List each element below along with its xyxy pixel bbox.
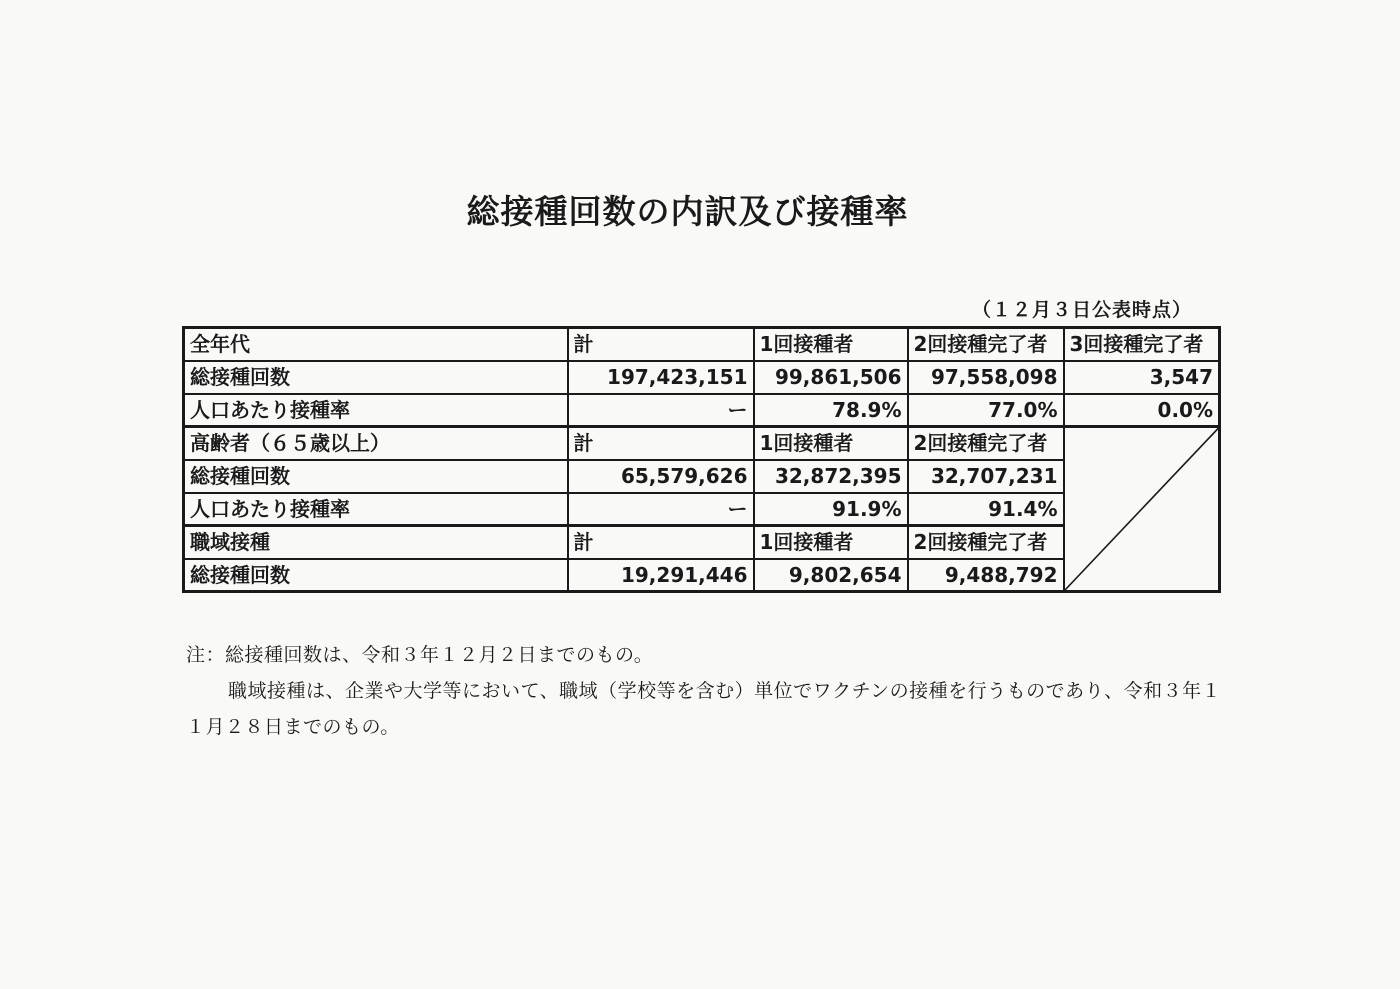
table-cell: 3,547 (1064, 361, 1220, 394)
diagonal-line (1065, 428, 1219, 590)
column-header-first-dose: 1回接種者 (754, 427, 908, 460)
empty-diagonal-cell (1064, 427, 1220, 592)
table-header-row (184, 328, 1220, 361)
section-label-all-ages: 全年代 (184, 328, 568, 361)
row-label: 総接種回数 (184, 460, 568, 493)
column-header-third-dose: 3回接種完了者 (1064, 328, 1220, 361)
table-cell: 65,579,626 (568, 460, 754, 493)
row-label: 人口あたり接種率 (184, 394, 568, 427)
table-cell: 97,558,098 (908, 361, 1064, 394)
notes (186, 637, 1226, 745)
table-header-row (184, 427, 1220, 460)
table-cell: 197,423,151 (568, 361, 754, 394)
table-row (184, 394, 1220, 427)
table-cell: 91.4% (908, 493, 1064, 526)
table-cell: 32,872,395 (754, 460, 908, 493)
table-cell: 19,291,446 (568, 559, 754, 592)
note-text: 職域接種は、企業や大学等において、職域（学校等を含む）単位でワクチンの接種を行うものであり、令和３年１１月２８日までのもの。 (186, 680, 1222, 738)
row-label: 人口あたり接種率 (184, 493, 568, 526)
table-cell: 0.0% (1064, 394, 1220, 427)
column-header-total: 計 (568, 328, 754, 361)
page-title: 総接種回数の内訳及び接種率 (466, 192, 909, 231)
section-label-elderly: 高齢者（６５歳以上） (184, 427, 568, 460)
as-of-date: （１２月３日公表時点） (972, 299, 1193, 321)
row-label: 総接種回数 (184, 361, 568, 394)
column-header-second-dose: 2回接種完了者 (908, 427, 1064, 460)
table-cell: 9,802,654 (754, 559, 908, 592)
column-header-first-dose: 1回接種者 (754, 328, 908, 361)
table-cell: 99,861,506 (754, 361, 908, 394)
column-header-second-dose: 2回接種完了者 (908, 526, 1064, 559)
table-cell: ー (568, 394, 754, 427)
table-row (184, 361, 1220, 394)
section-label-workplace: 職域接種 (184, 526, 568, 559)
table-cell: ー (568, 493, 754, 526)
column-header-second-dose: 2回接種完了者 (908, 328, 1064, 361)
note-text: 注：総接種回数は、令和３年１２月２日までのもの。 (186, 644, 654, 666)
row-label: 総接種回数 (184, 559, 568, 592)
vaccination-table (182, 326, 1221, 593)
table-cell: 78.9% (754, 394, 908, 427)
table-cell: 32,707,231 (908, 460, 1064, 493)
column-header-first-dose: 1回接種者 (754, 526, 908, 559)
table-cell: 77.0% (908, 394, 1064, 427)
table-cell: 91.9% (754, 493, 908, 526)
table-cell: 9,488,792 (908, 559, 1064, 592)
column-header-total: 計 (568, 427, 754, 460)
column-header-total: 計 (568, 526, 754, 559)
